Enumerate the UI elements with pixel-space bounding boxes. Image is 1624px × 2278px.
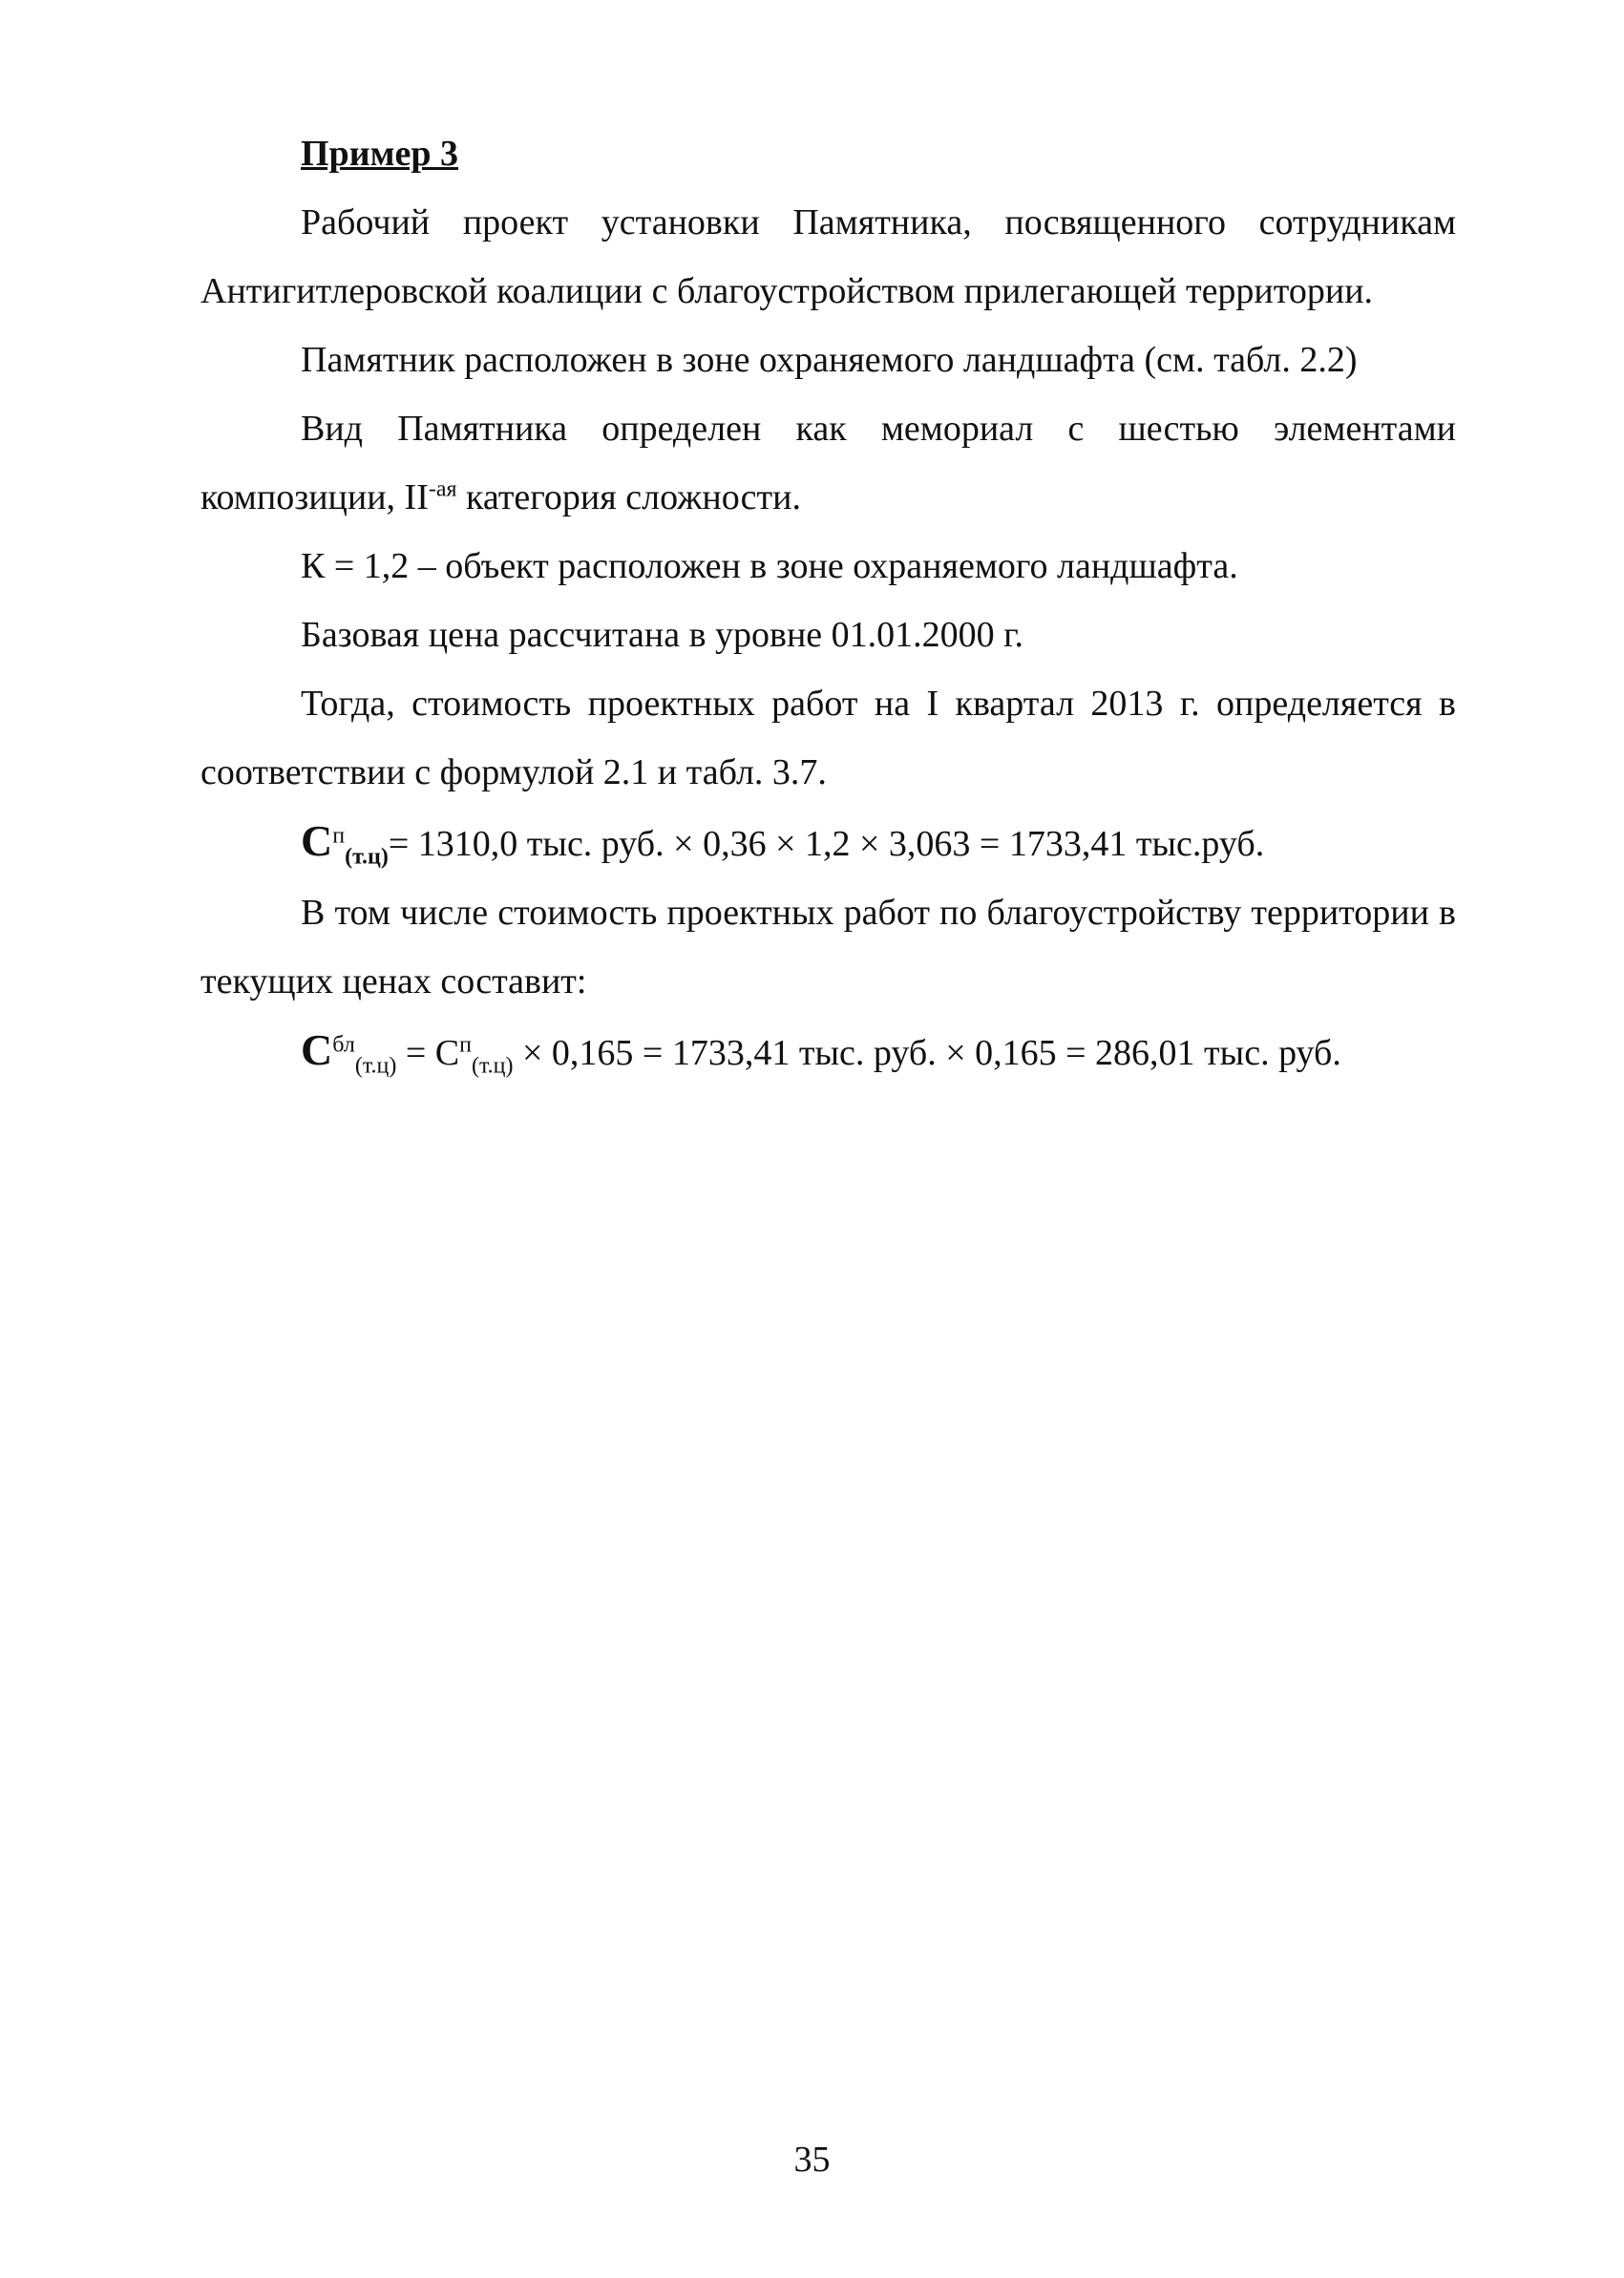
paragraph-cost-intro: Тогда, стоимость проектных работ на I квартал 2013 г. определяется в соответствии с формулой 2.1 и табл. 3.7.	[200, 684, 1456, 792]
formula2-equals: =	[396, 1033, 435, 1073]
paragraph-landscaping-intro: В том числе стоимость проектных работ по благоустройству территории в текущих ценах составит:	[200, 893, 1456, 1002]
formula2-symbol: C	[301, 1025, 333, 1074]
paragraph-location: Памятник расположен в зоне охраняемого ландшафта (см. табл. 2.2)	[301, 340, 1358, 380]
formula2-expression: × 0,165 = 1733,41 тыс. руб. × 0,165 = 286,01 тыс. руб.	[513, 1033, 1341, 1073]
paragraph-monument-type	[200, 394, 1456, 532]
formula2-subscript: (т.ц)	[354, 1053, 397, 1079]
page-number: 35	[793, 2140, 831, 2180]
paragraph-project-title: Рабочий проект установки Памятника, посвященного сотрудникам Антигитлеровской коалиции с благоустройством прилегающей территории.	[200, 202, 1456, 311]
example-heading: Пример 3	[301, 134, 458, 174]
formula2-superscript: бл	[332, 1032, 355, 1058]
formula-subscript: (т.ц)	[345, 844, 389, 870]
category-suffix: -ая	[428, 476, 457, 502]
document-body	[200, 119, 1456, 1087]
formula-superscript: п	[332, 823, 346, 849]
formula-expression: = 1310,0 тыс. руб. × 0,36 × 1,2 × 3,063 = 1733,41 тыс.руб.	[388, 824, 1265, 864]
paragraph-coefficient: К = 1,2 – объект расположен в зоне охраняемого ландшафта.	[301, 546, 1238, 586]
formula2-subscript2: (т.ц)	[471, 1053, 514, 1079]
monument-type-text: Вид Памятника определен как мемориал с шестью элементами композиции, II	[200, 409, 1456, 517]
formula-symbol: C	[301, 816, 333, 865]
paragraph-base-price: Базовая цена рассчитана в уровне 01.01.2000 г.	[301, 615, 1023, 655]
formula2-symbol2: C	[434, 1033, 460, 1073]
formula2-superscript2: п	[459, 1032, 472, 1058]
monument-type-tail: категория сложности.	[456, 477, 801, 517]
formula-landscaping-cost	[200, 1016, 1456, 1087]
formula-project-cost	[200, 807, 1456, 878]
